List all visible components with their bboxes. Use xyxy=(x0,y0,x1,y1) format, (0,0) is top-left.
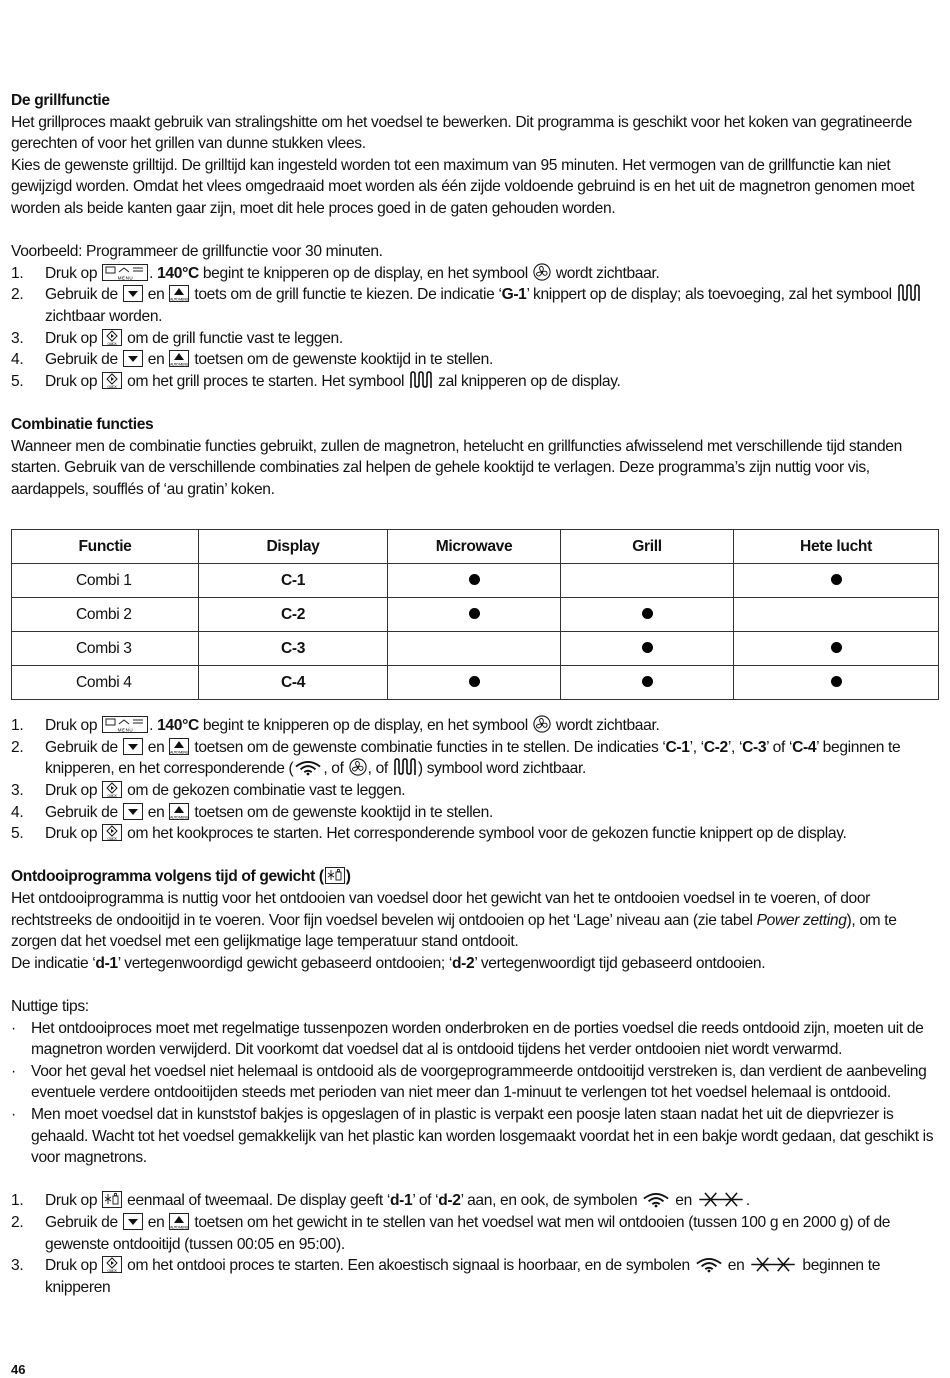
cell-function: Combi 3 xyxy=(12,632,199,666)
tips-title: Nuttige tips: xyxy=(11,998,89,1015)
combination-table xyxy=(11,529,939,700)
cell-grill xyxy=(561,666,734,700)
defrost-step-2: 2. Gebruik de en toetsen om het gewicht in te stellen van het voedsel wat men wil ontdooien (tussen 100 g en 2000 g) of de gewenste ontdooitijd (tussen 00:05 en 95:00). xyxy=(11,1213,891,1253)
tips-list xyxy=(11,1018,939,1169)
col-header-function: Functie xyxy=(12,530,199,564)
combi-step-4: 4. Gebruik de en toetsen om de gewenste kooktijd in te stellen. xyxy=(11,803,493,821)
grill-steps xyxy=(11,263,939,393)
defrost-paragraph-2: De indicatie ‘d-1’ vertegenwoordigd gewicht gebaseerd ontdooien; ‘d-2’ vertegenwoordigt tijd gebaseerd ontdooien. xyxy=(11,954,766,972)
grill-step-3: 3. Druk op om de grill functie vast te leggen. xyxy=(11,329,343,347)
defrost-button-icon xyxy=(325,867,345,884)
page-number: 46 xyxy=(11,1362,26,1377)
cell-microwave xyxy=(388,632,561,666)
combi-heading: Combinatie functies xyxy=(11,415,154,433)
defrost-paragraph-1: Het ontdooiprogramma is nuttig voor het ontdooien van voedsel door het gewicht van het te ontdooien voedsel in te voeren, of door rechtstreeks de ondooitijd in te voeren. Voor fijn voedsel bevelen wij ontdooien op het ‘Lage’ niveau aan (zie tabel Power zetting), om te zorgen dat het voedsel met een gelijkmatige lage temperatuur stand ontdooit. xyxy=(11,890,897,951)
list-item: · Men moet voedsel dat in kunststof bakjes is opgeslagen of in plastic is verpakt een poosje laten staan nadat het uit de diepvriezer is gehaald. Wacht tot het voedsel gemakkelijk van het plastic kan worden losgemaakt voordat het in een bakje wordt gedaan, dat geschikt is voor magnetrons. xyxy=(11,1105,934,1167)
cell-hot-air xyxy=(734,564,939,598)
menu-button-icon xyxy=(102,716,148,733)
grill-heading: De grillfunctie xyxy=(11,92,110,109)
grill-icon xyxy=(897,284,921,302)
cell-hot-air xyxy=(734,632,939,666)
combi-step-5: 5. Druk op om het kookproces te starten. Het corresponderende symbool voor de gekozen functie knippert op de display. xyxy=(11,825,847,843)
cell-microwave xyxy=(388,598,561,632)
start-button-icon xyxy=(102,824,122,841)
up-arrow-button-icon xyxy=(169,803,189,820)
start-button-icon xyxy=(102,372,122,389)
down-arrow-button-icon xyxy=(123,1213,143,1230)
cell-function: Combi 2 xyxy=(12,598,199,632)
active-dot-icon xyxy=(831,676,842,687)
active-dot-icon xyxy=(469,676,480,687)
cell-grill xyxy=(561,564,734,598)
cell-display: C-1 xyxy=(199,564,388,598)
up-arrow-button-icon xyxy=(169,350,189,367)
table-row xyxy=(12,666,939,700)
down-arrow-button-icon xyxy=(123,285,143,302)
start-button-icon xyxy=(102,1256,122,1273)
combi-step-2: 2. Gebruik de en toetsen om de gewenste combinatie functies in te stellen. De indicaties ‘C-1’, ‘C-2’, ‘C-3’ of ‘C-4’ beginnen te knipperen, en het corresponderende ( , of , of ) symbool word zichtbaar. xyxy=(11,738,901,778)
active-dot-icon xyxy=(642,608,653,619)
down-arrow-button-icon xyxy=(123,738,143,755)
combi-step-3: 3. Druk op om de gekozen combinatie vast te leggen. xyxy=(11,782,406,800)
grill-example: Voorbeeld: Programmeer de grillfunctie voor 30 minuten. xyxy=(11,243,383,261)
up-arrow-button-icon xyxy=(169,1213,189,1230)
menu-button-icon xyxy=(102,264,148,281)
table-row xyxy=(12,598,939,632)
microwave-icon xyxy=(695,1256,723,1273)
start-button-icon xyxy=(102,781,122,798)
active-dot-icon xyxy=(831,642,842,653)
cell-grill xyxy=(561,632,734,666)
col-header-grill: Grill xyxy=(561,530,734,564)
grill-step-5: 5. Druk op om het grill proces te starten. Het symbool zal knipperen op de display. xyxy=(11,372,621,390)
up-arrow-button-icon xyxy=(169,738,189,755)
active-dot-icon xyxy=(642,642,653,653)
grill-icon xyxy=(409,371,433,389)
convection-fan-icon xyxy=(349,758,367,776)
active-dot-icon xyxy=(831,574,842,585)
cell-function: Combi 1 xyxy=(12,564,199,598)
active-dot-icon xyxy=(469,574,480,585)
col-header-hot-air: Hete lucht xyxy=(734,530,939,564)
cell-microwave xyxy=(388,666,561,700)
combi-paragraph: Wanneer men de combinatie functies gebruikt, zullen de magnetron, hetelucht en grillfuncties afwisselend met verschillende tijd standen starten. Gebruik van de verschillende combinaties zal helpen de gehele kooktijd te verlagen. Deze programma’s zijn nuttig voor vis, aardappels, soufflés of ‘au gratin’ koken. xyxy=(11,437,902,498)
col-header-microwave: Microwave xyxy=(388,530,561,564)
cell-function: Combi 4 xyxy=(12,666,199,700)
cell-microwave xyxy=(388,564,561,598)
table-header-row xyxy=(12,530,939,564)
defrost-step-1: 1. Druk op eenmaal of tweemaal. De display geeft ‘d-1’ of ‘d-2’ aan, en ook, de symbolen en . xyxy=(11,1192,750,1210)
convection-fan-icon xyxy=(533,715,551,733)
defrost-heading: Ontdooiprogramma volgens tijd of gewicht ( ) xyxy=(11,868,351,886)
defrost-steps xyxy=(11,1190,939,1298)
cell-grill xyxy=(561,598,734,632)
up-arrow-button-icon xyxy=(169,285,189,302)
list-item: · Het ontdooiproces moet met regelmatige tussenpozen worden onderbroken en de porties voedsel die reeds ontdooid zijn, moeten uit de magnetron worden verwijderd. Dit voorkomt dat voedsel dat al is ontdooid tijdens het verder ontdooien niet wordt verwarmd. xyxy=(11,1019,924,1059)
convection-fan-icon xyxy=(533,263,551,281)
grill-paragraph-1: Het grillproces maakt gebruik van stralingshitte om het voedsel te bewerken. Dit programma is geschikt voor het koken van gegratineerde gerechten of voor het grillen van dunne stukken vlees. xyxy=(11,113,912,153)
list-item: · Voor het geval het voedsel niet helemaal is ontdooid als de voorgeprogrammeerde ontdooitijd verstreken is, dan verdient de aanbeveling eventuele verdere ontdooitijden steeds met perioden van niet meer dan 1-minuut te verlengen tot het voedsel helemaal is ontdooid. xyxy=(11,1062,927,1102)
down-arrow-button-icon xyxy=(123,803,143,820)
combi-step-1: 1. Druk op . 140°C begint te knipperen op de display, en het symbool wordt zichtbaar. xyxy=(11,717,660,735)
down-arrow-button-icon xyxy=(123,350,143,367)
start-button-icon xyxy=(102,329,122,346)
grill-step-1: 1. Druk op . 140°C begint te knipperen op de display, en het symbool wordt zichtbaar. xyxy=(11,264,660,282)
cell-hot-air xyxy=(734,666,939,700)
active-dot-icon xyxy=(469,608,480,619)
document-page xyxy=(11,90,939,1298)
snowflake-icon xyxy=(749,1256,797,1273)
table-row xyxy=(12,564,939,598)
cell-display: C-4 xyxy=(199,666,388,700)
grill-icon xyxy=(393,758,417,776)
microwave-icon xyxy=(294,759,322,776)
active-dot-icon xyxy=(642,676,653,687)
table-row xyxy=(12,632,939,666)
grill-paragraph-2: Kies de gewenste grilltijd. De grilltijd kan ingesteld worden tot een maximum van 95 minuten. Het vermogen van de grillfunctie kan niet gewijzigd worden. Omdat het vlees omgedraaid moet worden als één zijde voldoende gebruind is en het uit de magnetron genomen moet worden als beide kanten gaar zijn, moet dit hele proces goed in de gaten gehouden worden. xyxy=(11,156,915,217)
grill-step-2: 2. Gebruik de en toets om de grill functie te kiezen. De indicatie ‘G-1’ knippert op de display; als toevoeging, zal het symbool zichtbaar worden. xyxy=(11,284,939,327)
defrost-step-3: 3. Druk op om het ontdooi proces te starten. Een akoestisch signaal is hoorbaar, en de symbolen en beginnen te knipperen xyxy=(11,1257,881,1296)
combi-steps xyxy=(11,715,939,845)
grill-step-4: 4. Gebruik de en toetsen om de gewenste kooktijd in te stellen. xyxy=(11,351,493,369)
cell-display: C-2 xyxy=(199,598,388,632)
col-header-display: Display xyxy=(199,530,388,564)
cell-display: C-3 xyxy=(199,632,388,666)
snowflake-icon xyxy=(697,1191,745,1208)
defrost-button-icon xyxy=(102,1191,122,1208)
cell-hot-air xyxy=(734,598,939,632)
microwave-icon xyxy=(642,1191,670,1208)
